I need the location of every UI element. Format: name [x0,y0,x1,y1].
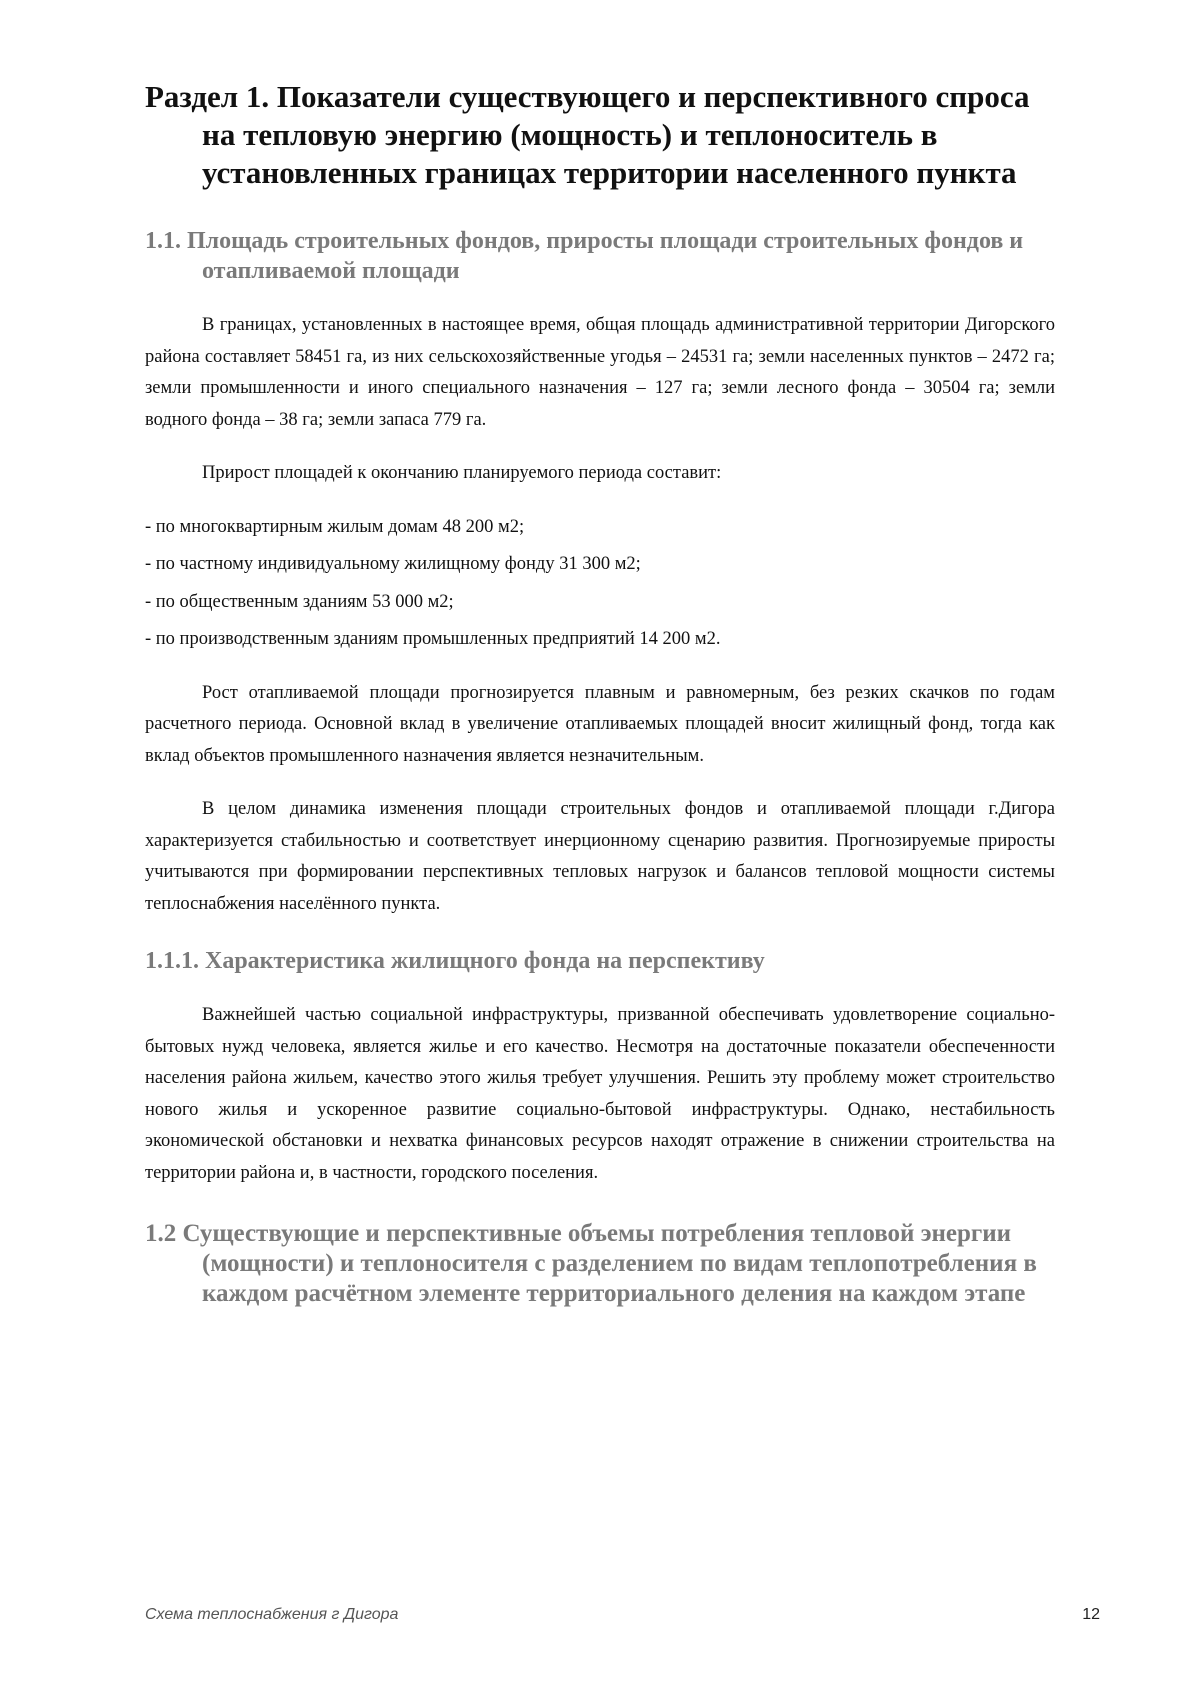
list-item: - по многоквартирным жилым домам 48 200 м2; [145,516,525,537]
list-item: - по производственным зданиям промышленных предприятий 14 200 м2. [145,629,721,649]
paragraph-heated-area-growth: Рост отапливаемой площади прогнозируется плавным и равномерным, без резких скачков по годам расчетного периода. Основной вклад в увеличение отапливаемых площадей вносит жилищный фонд, тогда как вклад объектов промышленного назначения является незначительным. [145,682,1055,766]
footer-doc-title: Схема теплоснабжения г Дигора [145,1606,399,1623]
document-page [145,78,1055,1333]
list-item: - по частному индивидуальному жилищному фонду 31 300 м2; [145,554,641,574]
paragraph-housing: Важнейшей частью социальной инфраструктуры, призванной обеспечивать удовлетворение социально-бытовых нужд человека, является жилье и его качество. Несмотря на достаточные показатели обеспеченности населения района жильем, качество этого жилья требует улучшения. Решить эту проблему может строительство нового жилья и ускоренное развитие социально-бытовой инфраструктуры. Однако, нестабильность экономической обстановки и нехватка финансовых ресурсов находят отражение в снижении строительства на территории района и, в частности, городского поселения. [145,1005,1055,1183]
subsection-1-2-title: 1.2 Существующие и перспективные объемы потребления тепловой энергии (мощности) и теплоносителя с разделением по видам теплопотребления в каждом расчётном элементе территориального деления на каждом этапе [145,1220,1037,1307]
paragraph-growth-intro: Прирост площадей к окончанию планируемого периода составит: [202,463,722,483]
page-number: 12 [1082,1606,1100,1623]
paragraph-land-area: В границах, установленных в настоящее время, общая площадь административной территории Дигорского района составляет 58451 га, из них сельскохозяйственные угодья – 24531 га; земли населенных пунктов – 2472 га; земли промышленности и иного специального назначения – 127 га; земли лесного фонда – 30504 га; земли водного фонда – 38 га; земли запаса 779 га. [145,315,1055,430]
paragraph-dynamics: В целом динамика изменения площади строительных фондов и отапливаемой площади г.Дигора характеризуется стабильностью и соответствует инерционному сценарию развития. Прогнозируемые приросты учитываются при формировании перспективных тепловых нагрузок и балансов тепловой мощности системы теплоснабжения населённого пункта. [145,799,1055,914]
section-title: Раздел 1. Показатели существующего и перспективного спроса на тепловую энергию (мощность) и теплоноситель в установленных границах территории населенного пункта [145,79,1030,190]
list-item: - по общественным зданиям 53 000 м2; [145,591,454,612]
page-footer [145,1606,1100,1624]
subsection-1-1-title: 1.1. Площадь строительных фондов, приросты площади строительных фондов и отапливаемой площади [145,228,1024,284]
subsection-1-1-1-title: 1.1.1. Характеристика жилищного фонда на перспективу [145,948,765,974]
